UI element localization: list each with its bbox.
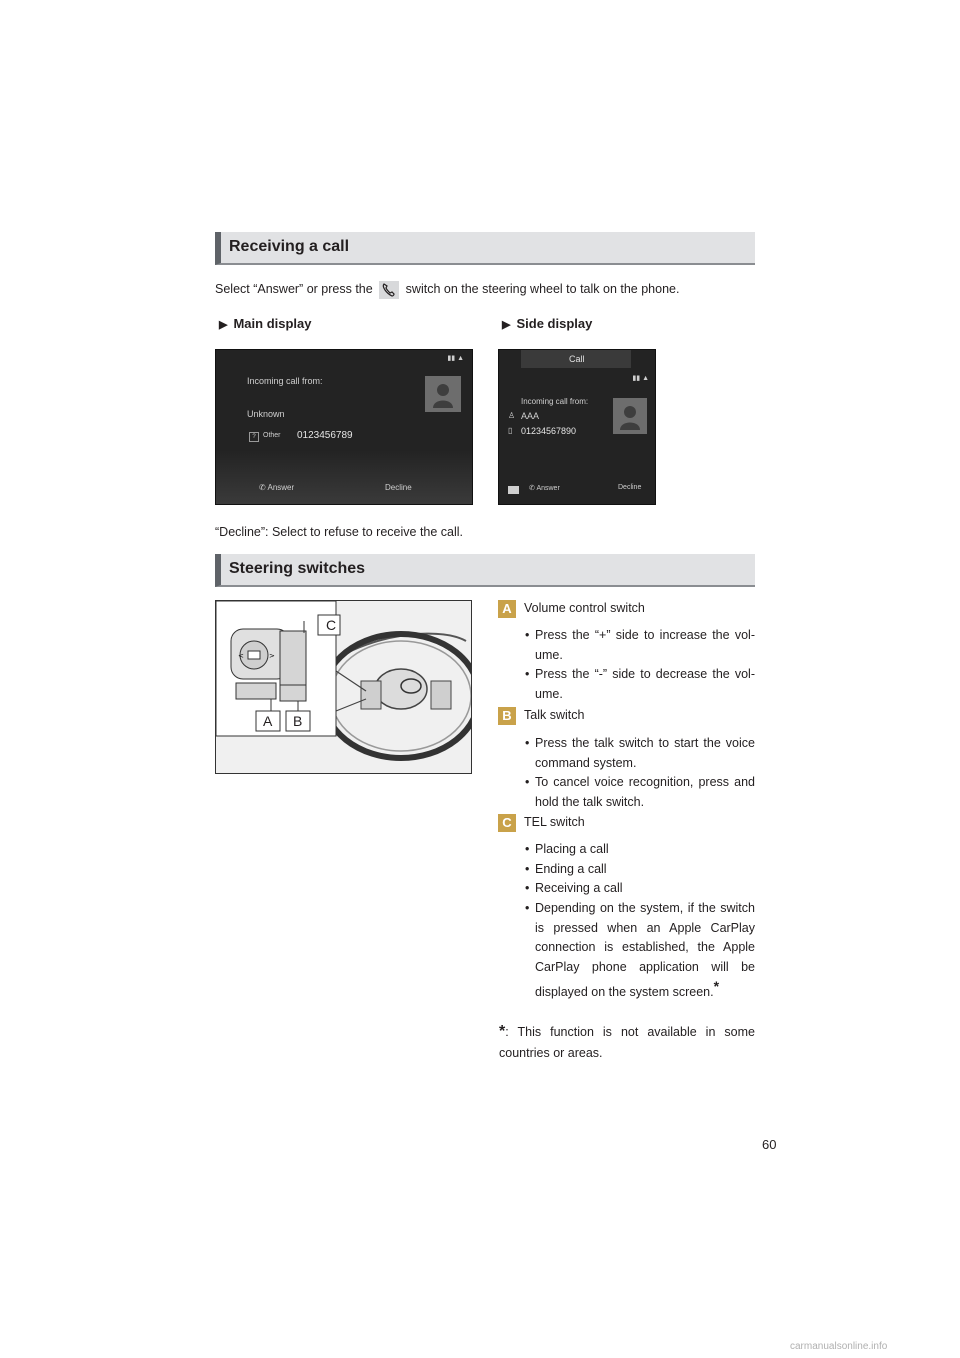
side-answer-button[interactable]: ✆ Answer [529,485,560,492]
badge-b: B [498,707,516,725]
phone-icon: ✆ [259,483,266,492]
svg-text:<: < [238,652,244,660]
caller-name: Unknown [247,409,285,419]
screen-gradient [216,450,472,504]
svg-text:>: > [269,652,275,660]
number-type: Other [263,432,281,439]
bullet-dot: • [525,667,530,681]
side-incoming-label: Incoming call from: [521,397,589,406]
bullet-item: • Depending on the system, if the switch is pressed when an Apple CarPlay connection is established, the Apple CarPlay phone application will be displayed on the system screen.* [525,901,755,1000]
illustration-label-a: A [263,713,273,729]
side-decline-button[interactable]: Decline [618,484,642,491]
footnote-marker: * [713,978,720,994]
bullet-dot: • [525,736,530,750]
answer-button[interactable]: ✆ Answer [259,483,295,492]
main-display-heading: ▶ Main display [219,316,312,331]
bullet-item: • Press the “-” side to decrease the vol- ume. [525,667,755,701]
phone-icon [379,281,399,299]
steering-wheel-illustration [215,600,472,774]
bullet-item: • Receiving a call [525,879,755,899]
keypad-icon[interactable] [508,486,519,494]
bullet-item: • Placing a call [525,840,755,860]
bullet-dot: • [525,628,530,642]
page-number: 60 [762,1137,777,1152]
decline-note: “Decline”: Select to refuse to receive the call. [215,525,464,539]
phone-icon: ✆ [529,485,535,492]
illustration-label-b: B [293,713,303,729]
section-header-steering-switches [215,554,755,587]
bullet-dot: • [525,775,530,789]
bullet-dot: • [525,901,530,915]
contact-icon: ♙ [508,411,516,420]
side-display-heading: ▶ Side display [502,316,593,331]
intro-paragraph: Select “Answer” or press the switch on the steering wheel to talk on the phone. [215,280,775,299]
status-icons: ▮▮ ▲ [447,355,464,362]
section-header-receiving-call [215,232,755,265]
bullet-item: • Press the “+” side to increase the vol- ume. [525,628,755,662]
person-icon [613,398,647,434]
footnote: *: This function is not available in some countries or areas. [499,1023,755,1060]
side-header-title: Call [569,354,585,364]
person-icon [425,376,461,412]
watermark: carmanualsonline.info [790,1341,888,1352]
triangle-icon: ▶ [219,319,228,331]
badge-a: A [498,600,516,618]
bullet-dot: • [525,842,530,856]
illustration-label-c: C [326,617,337,633]
bullet-dot: • [525,881,530,895]
triangle-icon: ▶ [502,319,511,331]
mobile-icon: ▯ [508,426,513,435]
main-display-screen [215,349,473,505]
bullet-item: • Ending a call [525,860,755,880]
status-icons: ▮▮ ▲ [632,375,649,382]
incoming-label: Incoming call from: [247,376,323,386]
item-title-volume: Volume control switch [524,601,645,615]
side-caller-number: 01234567890 [521,426,577,436]
section-title: Steering switches [229,560,366,577]
question-icon: ? [249,432,259,442]
section-title: Receiving a call [229,238,350,255]
bullet-item: • Press the talk switch to start the voice command system. [525,736,755,770]
side-caller-name: AAA [521,411,540,421]
steering-wheel-drawing [216,601,471,773]
item-title-tel: TEL switch [524,815,585,829]
footnote-asterisk: * [499,1023,506,1040]
caller-number: 0123456789 [297,430,353,441]
bullet-item: • To cancel voice recognition, press and hold the talk switch. [525,775,755,809]
badge-c: C [498,814,516,832]
avatar [425,376,461,412]
avatar [613,398,647,434]
side-display-screen [498,349,656,505]
item-title-talk: Talk switch [524,708,585,722]
decline-button[interactable]: Decline [385,483,412,492]
bullet-dot: • [525,862,530,876]
